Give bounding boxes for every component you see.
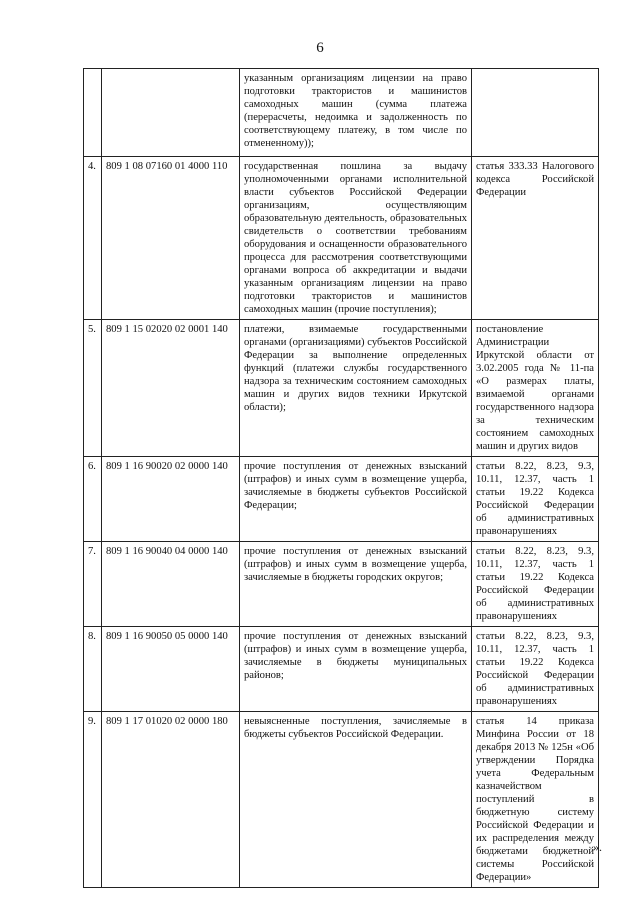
row-number: 8.: [84, 627, 102, 712]
row-number: 7.: [84, 542, 102, 627]
revenue-code: [102, 69, 240, 157]
legal-basis: статьи 8.22, 8.23, 9.3, 10.11, 12.37, часть 1 статьи 19.22 Кодекса Российской Федерации об административных правонарушениях: [472, 542, 599, 627]
table-row: [84, 712, 599, 888]
table-row: [84, 627, 599, 712]
revenue-description: указанным организациям лицензии на право подготовки трактористов и машинистов самоходных машин (сумма платежа (перерасчеты, недоимка и задолженность по соответствующему платежу, в том числе по отмененному));: [240, 69, 472, 157]
table-row: [84, 69, 599, 157]
legal-basis: статья 333.33 Налогового кодекса Российской Федерации: [472, 157, 599, 320]
revenue-description: государственная пошлина за выдачу уполномоченными органами исполнительной власти субъектов Российской Федерации организациям, осуществляющим образовательную деятельность, образовательных свидетельств о соответствии требованиям оборудования и оснащенности образовательного процесса для рассмотрения соответствующими органами вопроса об аккредитации и выдачи указанным организациям лицензии на право подготовки трактористов и машинистов самоходных машин (прочие поступления);: [240, 157, 472, 320]
legal-basis: [472, 69, 599, 157]
revenue-code: 809 1 16 90050 05 0000 140: [102, 627, 240, 712]
row-number: 5.: [84, 320, 102, 457]
table-row: [84, 320, 599, 457]
page-number: 6: [316, 40, 324, 56]
row-number: 4.: [84, 157, 102, 320]
row-number: [84, 69, 102, 157]
revenue-code: 809 1 17 01020 02 0000 180: [102, 712, 240, 888]
legal-basis: постановление Администрации Иркутской области от 3.02.2005 года № 11-па «О размерах платы, взимаемой органами государственного надзора за техническим состоянием самоходных машин и других видов: [472, 320, 599, 457]
legal-basis: статьи 8.22, 8.23, 9.3, 10.11, 12.37, часть 1 статьи 19.22 Кодекса Российской Федерации об административных правонарушениях: [472, 627, 599, 712]
table-row: [84, 457, 599, 542]
closing-quote-mark: ».: [593, 840, 602, 854]
revenue-code: 809 1 15 02020 02 0001 140: [102, 320, 240, 457]
legal-basis: статьи 8.22, 8.23, 9.3, 10.11, 12.37, часть 1 статьи 19.22 Кодекса Российской Федерации об административных правонарушениях: [472, 457, 599, 542]
revenue-code: 809 1 16 90040 04 0000 140: [102, 542, 240, 627]
row-number: 6.: [84, 457, 102, 542]
revenue-description: прочие поступления от денежных взысканий (штрафов) и иных сумм в возмещение ущерба, зачисляемые в бюджеты городских округов;: [240, 542, 472, 627]
table-row: [84, 542, 599, 627]
revenue-description: прочие поступления от денежных взысканий (штрафов) и иных сумм в возмещение ущерба, зачисляемые в бюджеты муниципальных районов;: [240, 627, 472, 712]
revenue-description: невыясненные поступления, зачисляемые в бюджеты субъектов Российской Федерации.: [240, 712, 472, 888]
table-row: [84, 157, 599, 320]
revenue-description: платежи, взимаемые государственными органами (организациями) субъектов Российской Федерации за выполнение определенных функций (платежи службы государственного надзора за техническим состоянием самоходных машин и других видов техники Иркутской области);: [240, 320, 472, 457]
revenue-codes-table: [83, 68, 599, 888]
revenue-code: 809 1 16 90020 02 0000 140: [102, 457, 240, 542]
legal-basis: статья 14 приказа Минфина России от 18 декабря 2013 № 125н «Об утверждении Порядка учета Федеральным казначейством поступлений в бюджетную систему Российской Федерации и их распределения между бюджетами бюджетной системы Российской Федерации»: [472, 712, 599, 888]
row-number: 9.: [84, 712, 102, 888]
revenue-code: 809 1 08 07160 01 4000 110: [102, 157, 240, 320]
revenue-description: прочие поступления от денежных взысканий (штрафов) и иных сумм в возмещение ущерба, зачисляемые в бюджеты субъектов Российской Федерации;: [240, 457, 472, 542]
